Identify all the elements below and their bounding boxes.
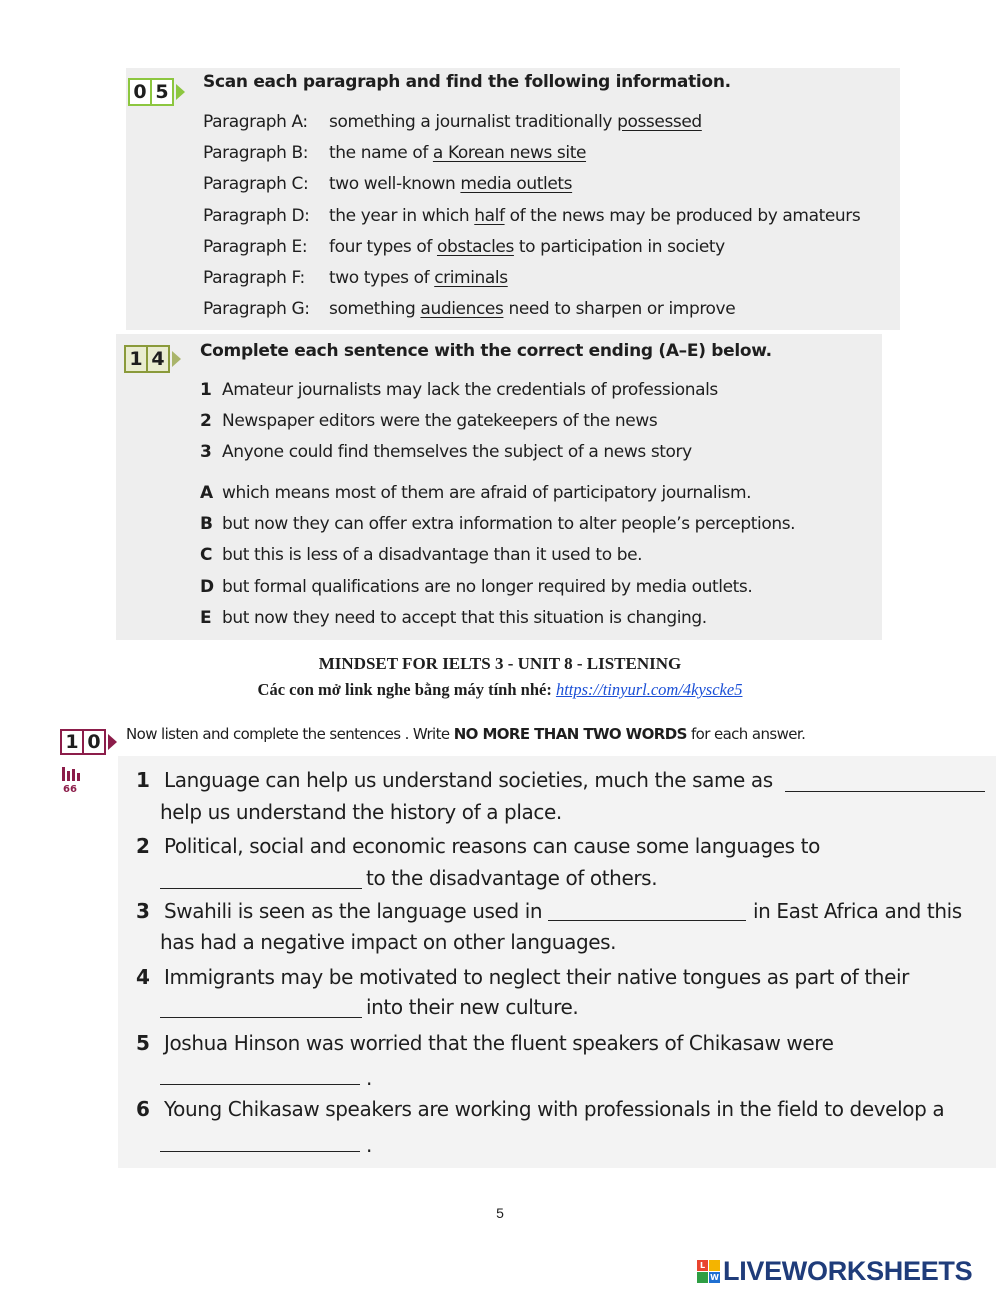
paragraph-label: Paragraph C: [203, 174, 309, 195]
section-title: MINDSET FOR IELTS 3 - UNIT 8 - LISTENING [318, 654, 682, 673]
item-text: Political, social and economic reasons can cause some languages to [163, 834, 820, 858]
list-item [200, 545, 880, 576]
item-text-cont: to the disadvantage of others. [366, 866, 658, 890]
answer-blank[interactable] [160, 1151, 360, 1152]
logo-mark [697, 1260, 720, 1283]
item-text: but formal qualifications are no longer required by media outlets. [222, 576, 753, 597]
underlined-keyword: half [474, 205, 505, 226]
item-text: two types of [329, 267, 435, 288]
audio-track-number: 66 [63, 784, 77, 795]
item-letter: E [200, 607, 212, 628]
paragraph-label: Paragraph D: [203, 205, 310, 226]
badge-digit: 5 [152, 78, 174, 106]
item-text: something [329, 299, 421, 320]
audio-bars-icon [60, 765, 84, 785]
item-text: something a journalist traditionally [329, 112, 618, 132]
item-text: Amateur journalists may lack the credentials of professionals [222, 380, 718, 400]
exercise-10-item [136, 965, 909, 989]
sentence-end: . [366, 1133, 372, 1157]
item-number: 5 [136, 1031, 150, 1055]
item-number: 1 [200, 380, 212, 400]
list-item [203, 143, 903, 174]
list-item [203, 112, 903, 143]
item-text: Anyone could find themselves the subject of a news story [222, 442, 692, 463]
item-text: in East Africa and this [753, 899, 962, 923]
exercise-10-instruction [126, 725, 805, 743]
item-number: 3 [200, 442, 212, 463]
answer-blank[interactable] [160, 888, 362, 889]
item-text: the name of [329, 143, 433, 164]
logo-square: W [710, 1273, 719, 1282]
item-number: 6 [136, 1097, 150, 1121]
item-text: Language can help us understand societies, much the same as [163, 768, 773, 792]
item-text: need to sharpen or improve [503, 299, 736, 320]
audio-link[interactable]: https://tinyurl.com/4kyscke5 [555, 680, 743, 699]
badge-digit: 1 [124, 345, 148, 373]
item-text-cont: into their new culture. [366, 995, 579, 1019]
item-number: 3 [136, 899, 150, 923]
item-text: Immigrants may be motivated to neglect their native tongues as part of their [163, 965, 909, 989]
underlined-keyword: audiences [420, 299, 504, 320]
note-text: Các con mở link nghe bằng máy tính nhé: [257, 680, 552, 699]
page-number: 5 [496, 1205, 504, 1221]
paragraph-label: Paragraph E: [203, 236, 308, 257]
exercise-10-item [136, 1097, 944, 1121]
list-item [200, 411, 880, 442]
audio-track-icon[interactable] [60, 765, 86, 797]
badge-digit: 0 [84, 729, 106, 755]
underlined-keyword: criminals [434, 267, 508, 288]
exercise-05-instruction: Scan each paragraph and find the following information. [203, 72, 731, 92]
exercise-10-item [136, 1031, 834, 1055]
item-text: Swahili is seen as the language used in [163, 899, 543, 923]
exercise-10-badge [60, 729, 117, 755]
logo-square: L [697, 1260, 708, 1271]
underlined-keyword: media outlets [460, 174, 573, 195]
item-text: Newspaper editors were the gatekeepers of the news [222, 411, 658, 432]
logo-square [709, 1260, 720, 1271]
list-item [200, 483, 880, 514]
item-text: the year in which [329, 205, 475, 226]
listening-note [0, 680, 1000, 700]
badge-digit: 4 [148, 345, 170, 373]
paragraph-label: Paragraph A: [203, 112, 308, 132]
underlined-keyword: possessed [617, 112, 702, 132]
list-item [200, 442, 880, 473]
answer-blank[interactable] [160, 1084, 360, 1085]
list-item [203, 299, 903, 330]
item-number: 2 [136, 834, 150, 858]
item-text: but this is less of a disadvantage than it used to be. [222, 545, 643, 566]
logo-square [697, 1272, 708, 1283]
item-text: four types of [329, 236, 437, 257]
item-letter: C [200, 545, 213, 566]
arrow-icon [108, 734, 117, 750]
arrow-icon [176, 84, 185, 100]
exercise-05-list [203, 112, 903, 330]
answer-blank[interactable] [785, 791, 985, 792]
item-number: 2 [200, 411, 212, 432]
paragraph-label: Paragraph G: [203, 299, 310, 320]
badge-digit: 0 [128, 78, 152, 106]
list-item [203, 268, 903, 299]
underlined-keyword: a Korean news site [432, 143, 587, 164]
item-text: Joshua Hinson was worried that the fluent speakers of Chikasaw were [163, 1031, 834, 1055]
list-item [203, 206, 903, 237]
badge-digit: 1 [60, 729, 84, 755]
exercise-14-endings [200, 483, 880, 639]
exercise-10-item [136, 834, 820, 858]
item-text-cont: help us understand the history of a place. [160, 800, 562, 824]
instruction-emphasis: NO MORE THAN TWO WORDS [453, 725, 687, 743]
brand-name: LIVEWORKSHEETS [723, 1256, 973, 1286]
item-text: but now they need to accept that this situation is changing. [222, 607, 707, 628]
item-text: of the news may be produced by amateurs [504, 205, 861, 226]
instruction-text: Now listen and complete the sentences . Write [126, 725, 454, 743]
paragraph-label: Paragraph B: [203, 143, 309, 164]
liveworksheets-logo[interactable] [697, 1256, 972, 1287]
list-item [200, 514, 880, 545]
list-item [200, 380, 880, 411]
item-text: which means most of them are afraid of participatory journalism. [222, 483, 752, 503]
exercise-14-badge [124, 345, 181, 373]
underlined-keyword: obstacles [436, 236, 514, 257]
item-text: to participation in society [513, 236, 725, 257]
exercise-10-item [136, 899, 542, 923]
answer-blank[interactable] [160, 1017, 362, 1018]
item-number: 1 [136, 768, 150, 792]
exercise-14-sentences [200, 380, 880, 474]
item-letter: D [200, 576, 214, 597]
item-letter: A [200, 483, 213, 503]
list-item [203, 174, 903, 205]
answer-blank[interactable] [548, 920, 746, 921]
list-item [200, 577, 880, 608]
item-text-cont: has had a negative impact on other languages. [160, 930, 617, 954]
item-text: two well-known [329, 174, 461, 195]
exercise-10-item [136, 768, 773, 792]
paragraph-label: Paragraph F: [203, 267, 305, 288]
arrow-icon [172, 351, 181, 367]
instruction-text: for each answer. [686, 725, 806, 743]
item-number: 4 [136, 965, 150, 989]
item-text: Young Chikasaw speakers are working with professionals in the field to develop a [163, 1097, 945, 1121]
item-text: but now they can offer extra information to alter people’s perceptions. [222, 514, 796, 535]
list-item [200, 608, 880, 639]
exercise-14-instruction: Complete each sentence with the correct ending (A–E) below. [200, 341, 772, 361]
list-item [203, 237, 903, 268]
item-letter: B [200, 514, 213, 535]
exercise-05-badge [128, 78, 185, 106]
sentence-end: . [366, 1066, 372, 1090]
